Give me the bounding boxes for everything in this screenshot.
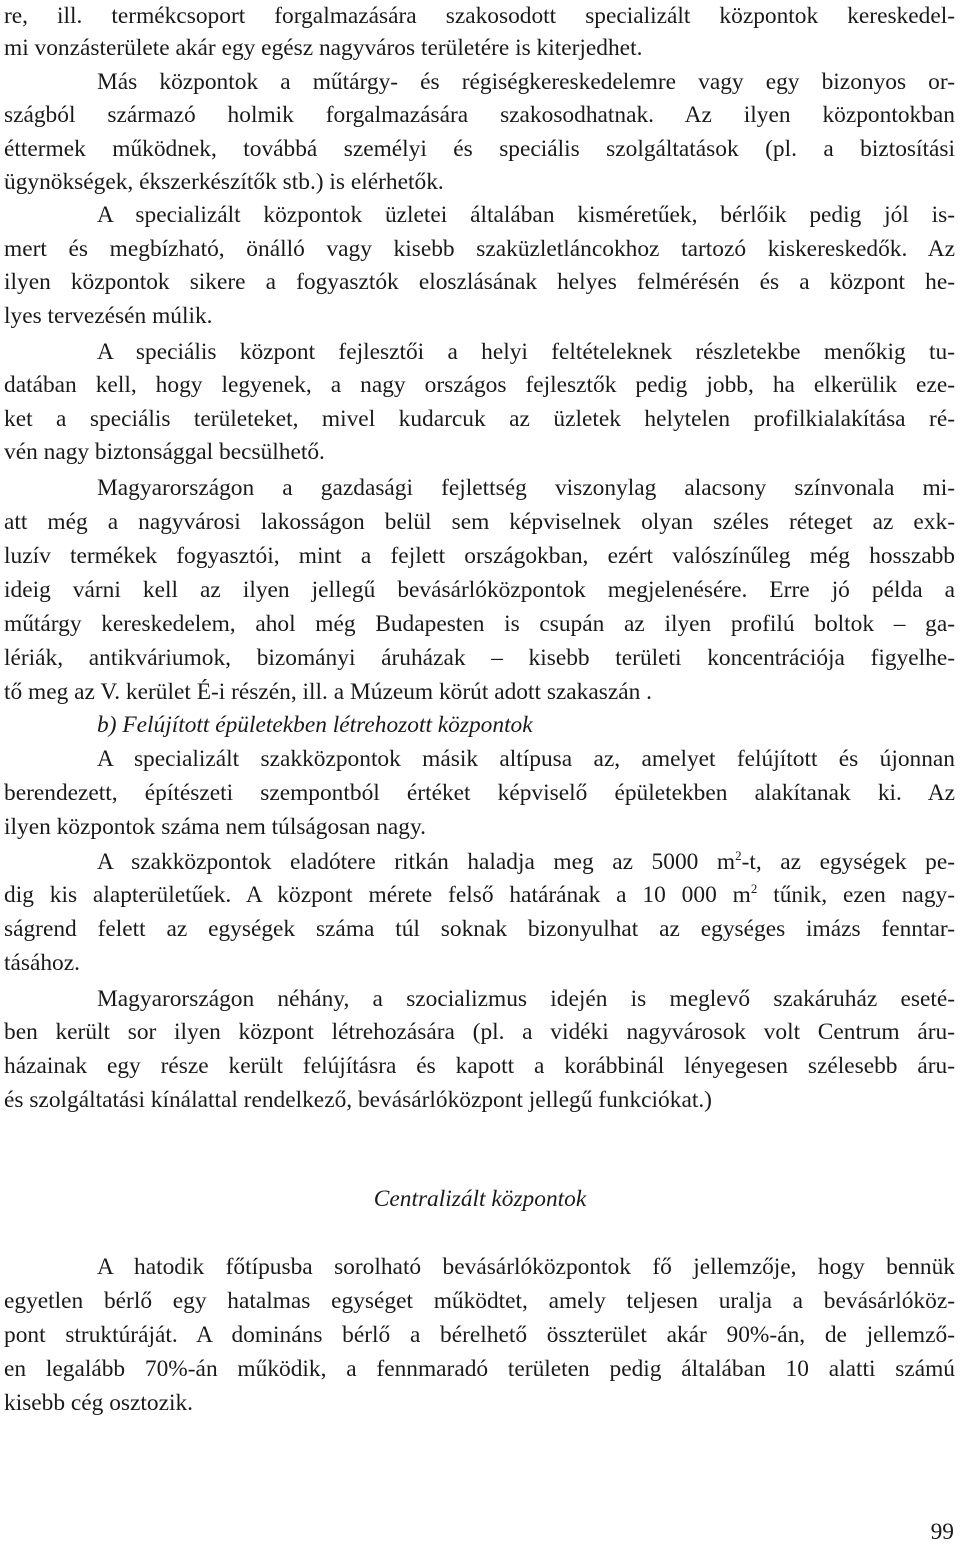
body-text-line: A speciális központ fejlesztői a helyi feltételeknek részletekbe menőkig tu- [97,339,955,365]
body-text-line: Más központok a műtárgy- és régiségkereskedelemre vagy egy bizonyos or- [97,69,955,95]
body-text-line: Magyarországon a gazdasági fejlettség viszonylag alacsony színvonala mi- [97,475,955,501]
superscript: 2 [750,881,758,897]
body-text-line: mert és megbízható, önálló vagy kisebb szaküzletláncokhoz tartozó kiskereskedők. Az [4,236,955,262]
text-segment: dig kis alapterületűek. A központ mérete felső határának a 10 000 m [4,882,751,908]
body-text-line: re, ill. termékcsoport forgalmazására szakosodott specializált központok kereskedel- [4,3,955,29]
superscript: 2 [735,848,742,864]
body-text-line: pont struktúráját. A domináns bérlő a bérelhető összterület akár 90%-án, de jellemző- [4,1322,955,1348]
page-number: 99 [930,1519,954,1545]
body-text-line: ságrend felett az egységek száma túl soknak bizonyulhat az egységes imázs fenntar- [4,916,955,942]
body-text-line: Magyarországon néhány, a szocializmus idején is meglevő szakáruház eseté- [97,986,955,1012]
body-text-line: és szolgáltatási kínálattal rendelkező, bevásárlóközpont jellegű funkciókat.) [4,1087,712,1113]
section-heading: Centralizált központok [373,1186,587,1212]
body-text-line [4,879,955,911]
body-text-line: ilyen központok sikere a fogyasztók eloszlásának helyes felmérésén és a központ he- [4,269,955,295]
body-text-line [97,846,955,878]
body-text-line: ben került sor ilyen központ létrehozására (pl. a vidéki nagyvárosok volt Centrum áru- [4,1019,955,1045]
body-text-line: kisebb cég osztozik. [4,1390,194,1416]
body-text-line: ügynökségek, ékszerkészítők stb.) is elérhetők. [4,169,444,195]
text-segment: tűnik, ezen nagy- [757,882,955,908]
body-text-line: vén nagy biztonsággal becsülhető. [4,439,325,465]
body-text-line: ideig várni kell az ilyen jellegű bevásárlóközpontok megjelenésére. Erre jó példa a [4,577,955,603]
body-text-line: luzív termékek fogyasztói, mint a fejlett országokban, ezért valószínűleg még hosszabb [4,543,955,569]
body-text-line: datában kell, hogy legyenek, a nagy országos fejlesztők pedig jobb, ha elkerülik eze- [4,372,955,398]
body-text-line: A hatodik főtípusba sorolható bevásárlóközpontok fő jellemzője, hogy bennük [97,1254,955,1280]
body-text-line: éttermek működnek, továbbá személyi és speciális szolgáltatások (pl. a biztosítási [4,136,955,162]
body-text-line: tásához. [4,950,80,976]
body-text-line: mi vonzásterülete akár egy egész nagyváros területére is kiterjedhet. [4,35,643,61]
body-text-line: szágból származó holmik forgalmazására szakosodhatnak. Az ilyen központokban [4,102,955,128]
body-text-line: lériák, antikváriumok, bizományi áruházak – kisebb területi koncentrációja figyelhe- [4,645,955,671]
body-text-line: házainak egy része került felújításra és kapott a korábbinál lényegesen szélesebb áru- [4,1053,955,1079]
body-text-line: att még a nagyvárosi lakosságon belül sem képviselnek olyan széles réteget az exk- [4,509,955,535]
body-text-line: tő meg az V. kerület É-i részén, ill. a Múzeum körút adott szakaszán . [4,679,653,705]
subsection-heading: b) Felújított épületekben létrehozott központok [97,712,533,738]
body-text-line: A specializált szakközpontok másik altípusa az, amelyet felújított és újonnan [97,746,955,772]
body-text-line: en legalább 70%-án működik, a fennmaradó területen pedig általában 10 alatti számú [4,1356,955,1382]
body-text-line: ilyen központok száma nem túlságosan nagy. [4,814,427,840]
body-text-line: berendezett, építészeti szempontból értéket képviselő épületekben alakítanak ki. Az [4,780,955,806]
text-segment: A szakközpontok eladótere ritkán haladja meg az 5000 m [97,849,736,875]
body-text-line: ket a speciális területeket, mivel kudarcuk az üzletek helytelen profilkialakítása ré- [4,406,955,432]
body-text-line: lyes tervezésén múlik. [4,303,213,329]
body-text-line: műtárgy kereskedelem, ahol még Budapesten is csupán az ilyen profilú boltok – ga- [4,611,955,637]
body-text-line: egyetlen bérlő egy hatalmas egységet működtet, amely teljesen uralja a bevásárlóköz- [4,1288,955,1314]
text-segment: -t, az egységek pe- [741,849,955,875]
body-text-line: A specializált központok üzletei általában kisméretűek, bérlőik pedig jól is- [97,202,955,228]
